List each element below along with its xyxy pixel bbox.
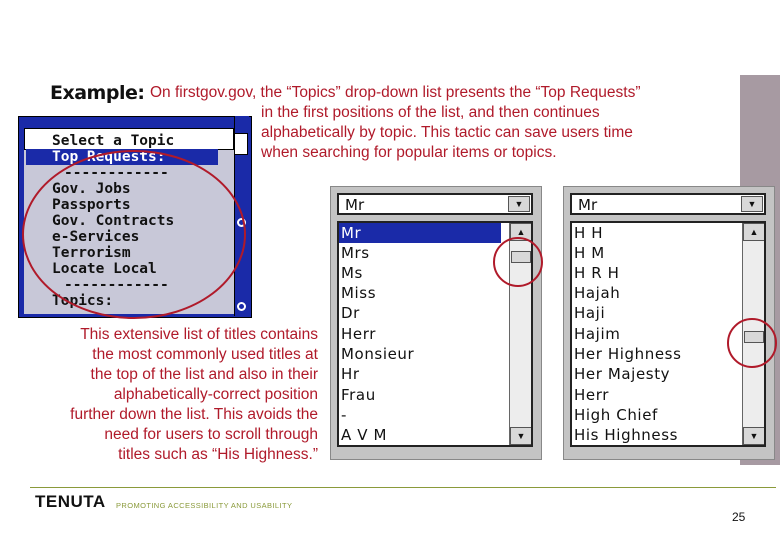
title-select-value: Mr	[578, 196, 598, 214]
intro-line: when searching for popular items or topics.	[261, 144, 557, 161]
note-line: need for users to scroll through	[104, 426, 318, 443]
list-item[interactable]: Dr	[341, 304, 360, 322]
firstgov-item[interactable]: Gov. Jobs	[52, 181, 131, 197]
intro-line: in the first positions of the list, and then continues	[261, 104, 600, 121]
firstgov-item-selected[interactable]: Top Requests:	[52, 149, 166, 165]
note-line: This extensive list of titles contains	[80, 326, 318, 343]
title-listbox-top	[330, 186, 542, 460]
list-item[interactable]: Frau	[341, 386, 376, 404]
list-item[interactable]: Haji	[574, 304, 606, 322]
list-item[interactable]: Herr	[574, 386, 609, 404]
scroll-up-arrow-icon[interactable]: ▲	[510, 223, 532, 241]
title-select-value: Mr	[345, 196, 365, 214]
note-line: the top of the list and also in their	[90, 366, 318, 383]
note-line: titles such as “His Highness.”	[118, 446, 318, 463]
note-line: further down the list. This avoids the	[70, 406, 318, 423]
firstgov-item[interactable]: e-Services	[52, 229, 140, 245]
firstgov-select-button[interactable]	[234, 133, 248, 155]
firstgov-separator: ------------	[64, 277, 169, 293]
dropdown-arrow-icon[interactable]: ▼	[508, 196, 530, 212]
firstgov-item[interactable]: Locate Local	[52, 261, 157, 277]
brand-logo: TENUTA	[35, 492, 106, 511]
note-line: alphabetically-correct position	[113, 386, 318, 403]
bullet-icon	[237, 302, 246, 311]
intro-line: On firstgov.gov, the “Topics” drop-down list presents the “Top Requests”	[150, 84, 641, 101]
highlight-ellipse	[22, 150, 246, 319]
list-item[interactable]: Herr	[341, 325, 376, 343]
firstgov-item[interactable]: Terrorism	[52, 245, 131, 261]
highlight-circle	[727, 318, 777, 368]
list-item[interactable]: High Chief	[574, 406, 658, 424]
list-item[interactable]: Miss	[341, 284, 377, 302]
scroll-down-arrow-icon[interactable]: ▼	[510, 427, 532, 445]
dropdown-arrow-icon[interactable]: ▼	[741, 196, 763, 212]
list-item[interactable]: H R H	[574, 264, 620, 282]
example-heading: Example:	[50, 82, 145, 104]
footer-divider	[30, 487, 776, 488]
list-item[interactable]: -	[341, 406, 348, 424]
title-select[interactable]	[570, 193, 766, 215]
page-number: 25	[732, 510, 746, 524]
title-select[interactable]	[337, 193, 533, 215]
firstgov-item[interactable]: Gov. Contracts	[52, 213, 175, 229]
note-line: the most commonly used titles at	[92, 346, 318, 363]
list-item[interactable]: Hajah	[574, 284, 621, 302]
list-item[interactable]: H H	[574, 224, 604, 242]
list-item[interactable]: His Highness	[574, 426, 679, 444]
list-item[interactable]: Her Highness	[574, 345, 682, 363]
firstgov-item[interactable]: Topics:	[52, 293, 114, 309]
brand-tagline: PROMOTING ACCESSIBILITY AND USABILITY	[116, 501, 293, 510]
list-item[interactable]: Monsieur	[341, 345, 415, 363]
firstgov-item[interactable]: Select a Topic	[52, 133, 175, 149]
scroll-down-arrow-icon[interactable]: ▼	[743, 427, 765, 445]
list-item-selected[interactable]: Mr	[339, 223, 501, 243]
firstgov-separator: ------------	[64, 165, 169, 181]
list-item[interactable]: Hr	[341, 365, 360, 383]
list-item[interactable]: Mrs	[341, 244, 370, 262]
list-item[interactable]: H M	[574, 244, 605, 262]
firstgov-item[interactable]: Passports	[52, 197, 131, 213]
intro-line: alphabetically by topic. This tactic can save users time	[261, 124, 633, 141]
highlight-circle	[493, 237, 543, 287]
titles-note	[40, 325, 318, 465]
list-item[interactable]: Hajim	[574, 325, 621, 343]
list-item[interactable]: A V M	[341, 426, 388, 444]
list-item[interactable]: Ms	[341, 264, 363, 282]
scroll-up-arrow-icon[interactable]: ▲	[743, 223, 765, 241]
list-item[interactable]: Her Majesty	[574, 365, 671, 383]
